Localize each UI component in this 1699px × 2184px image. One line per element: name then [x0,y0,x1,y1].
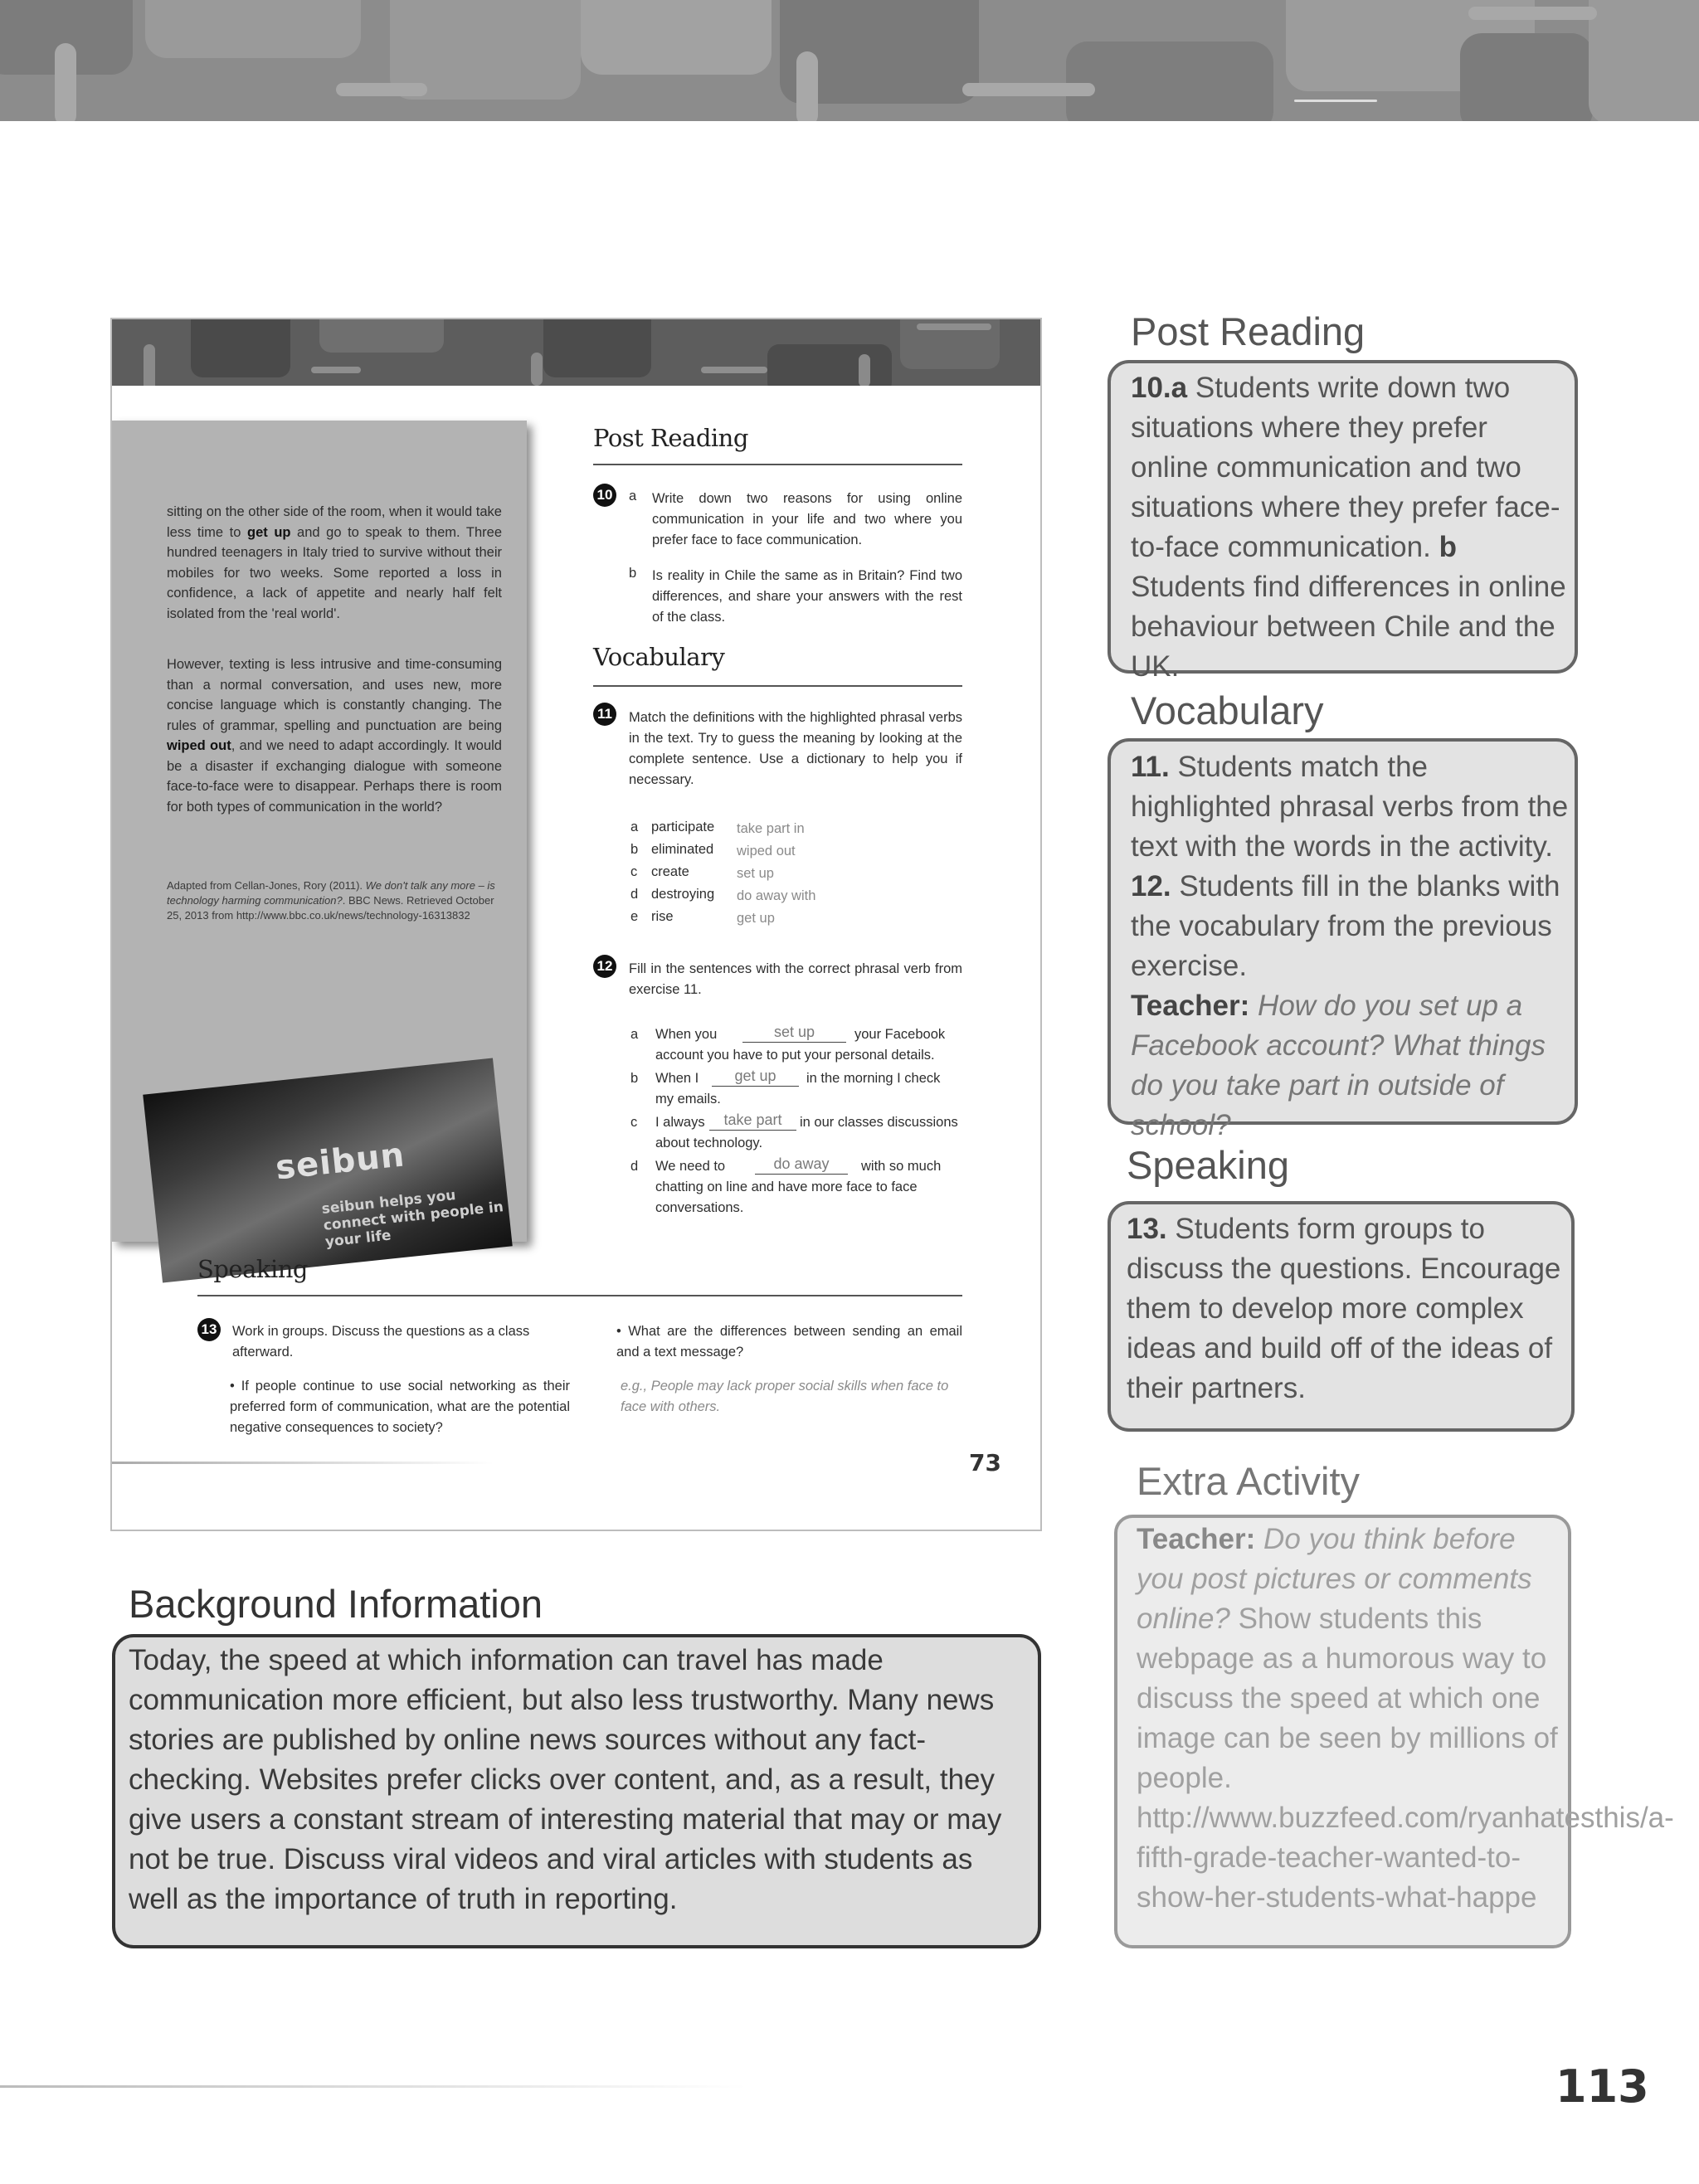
match-answer: wiped out [737,844,796,859]
vocabulary-note [1131,747,1570,1146]
article-text: , and we need to adapt accordingly. It would be a disaster if exchanging dialogue with someone face-to-face were to disappear. Perhaps there is room for both types of communication in the world? [167,738,502,815]
article-panel [112,421,527,1251]
match-letter: a [630,820,639,834]
post-reading-b: Is reality in Chile the same as in Britain? Find two differences, and share your answers with the rest of the class. [652,568,962,625]
match-word: rise [651,909,674,924]
book-heading-vocabulary: Vocabulary [593,643,725,671]
note-text: Students fill in the blanks with the vocabulary from the previous exercise. [1131,870,1560,982]
note-heading-extra-activity: Extra Activity [1137,1459,1361,1503]
fill-blank: get up [712,1067,799,1087]
match-word: eliminated [651,842,714,857]
book-heading-speaking: Speaking [197,1255,308,1283]
background-info-text: Today, the speed at which information can travel has made communication more efficient, but also less trustworthy. Many news stories are published by online news sources without any fact-checking. Websites prefer clicks over content, and, as a result, they give users a constant stream of interesting material that may or may not be true. Discuss viral videos and viral articles with students as well as the importance of truth in reporting. [129,1644,1002,1915]
note-heading-vocabulary: Vocabulary [1131,688,1324,732]
note-text: Students write down two situations where they prefer online communication and two situations where they prefer face-to-face communication. [1131,372,1560,563]
fill-blank: do away [755,1155,848,1175]
fill-text: with so much [861,1159,942,1174]
exercise-number-13: 13 [197,1318,221,1341]
note-number: 11. [1131,751,1170,783]
article-text: However, texting is less intrusive and time-consuming than a normal conversation, and uses new, more concise language which is constantly changing. The rules of grammar, spelling and punctuation are being [167,657,502,733]
textbook-page [110,318,1042,1531]
match-letter: d [630,887,639,902]
source-text: . BBC News. Retrieved October 25, 2013 from http://www.bbc.co.uk/news/technology-16313832 [167,894,494,922]
note-number: 12. [1131,870,1171,902]
post-reading-a: Write down two reasons for using online communication in your life and two where you prefer face to face communication. [652,491,962,547]
teacher-label: Teacher: [1131,990,1250,1022]
match-letter: b [630,842,639,857]
fill-text: about technology. [655,1136,763,1150]
book-heading-post-reading: Post Reading [593,424,748,452]
match-word: create [651,864,689,879]
fill-blank: set up [742,1023,846,1043]
fill-letter: a [630,1027,639,1042]
exercise-number-12: 12 [593,955,616,978]
photo-logo-text: seibun [273,1136,407,1188]
phrasal-verb-wiped-out: wiped out [167,738,231,753]
teacher-question: Do you think before you post pictures or comments online? [1137,1523,1532,1635]
fill-blank: take part [709,1111,796,1131]
article-text: and go to speak to them. Three hundred teenagers in Italy tried to survive without their mobiles for two weeks. Some reported a loss in confidence, a lack of appetite and nearly half felt isolated from the 'real world'. [167,524,502,621]
speaking-example: e.g., People may lack proper social skills when face to face with others. [621,1379,949,1414]
article-paragraph-1 [167,502,502,624]
match-answer: take part in [737,821,805,836]
exercise-11-instructions: Match the definitions with the highlighted phrasal verbs in the text. Try to guess the meaning by looking at the complete sentence. Use a dictionary to help you if necessary. [629,710,962,787]
note-letter: b [1439,531,1457,563]
heading-rule [197,1295,962,1296]
fill-letter: c [630,1115,638,1130]
exercise-number-11: 11 [593,703,616,726]
source-text: Adapted from Cellan-Jones, Rory (2011). [167,879,366,892]
match-answer: get up [737,911,775,926]
fill-text: I always [655,1115,705,1130]
article-text: sitting on the other side of the room, when it would take less time to [167,504,502,540]
top-banner [0,0,1699,121]
screenshot-photo [143,1058,513,1282]
fill-text: account you have to put your personal details. [655,1048,935,1063]
fill-text: in the morning I check [806,1071,941,1086]
footer-rule [0,2085,747,2088]
fill-text: chatting on line and have more face to face [655,1180,918,1194]
speaking-intro: Work in groups. Discuss the questions as a class afterward. [232,1324,530,1360]
fill-letter: b [630,1071,639,1086]
note-heading-background: Background Information [129,1582,543,1626]
note-text: Students match the highlighted phrasal verbs from the text with the words in the activity. [1131,751,1569,863]
fill-text: We need to [655,1159,726,1174]
post-reading-note [1131,368,1570,687]
fill-text: your Facebook [854,1027,946,1042]
textbook-page-number: 73 [969,1449,1001,1476]
extra-activity-note [1137,1520,1674,1918]
item-letter: b [629,566,637,581]
note-number: 13. [1127,1213,1167,1245]
note-text: Students find differences in online behaviour between Chile and the UK. [1131,571,1566,683]
match-word: destroying [651,887,715,902]
heading-rule [593,464,962,465]
phrasal-verb-get-up: get up [247,524,291,540]
article-source [167,878,502,923]
match-letter: e [630,909,639,924]
note-number: 10. [1131,372,1171,404]
fill-text: in our classes discussions [800,1115,958,1130]
heading-rule [593,685,962,687]
note-heading-post-reading: Post Reading [1131,309,1366,353]
fill-text: When I [655,1071,699,1086]
note-text: Students form groups to discuss the questions. Encourage them to develop more complex ideas and build off of the ideas of their partners. [1127,1213,1561,1404]
article-paragraph-2 [167,654,502,817]
item-letter: a [629,489,637,503]
match-answer: set up [737,866,774,881]
fill-text: When you [655,1027,718,1042]
footer-rule [112,1462,494,1464]
speaking-question-1: • If people continue to use social networking as their preferred form of communication, what are the potential negative consequences to society? [230,1379,570,1435]
textbook-banner [112,319,1040,386]
fill-text: conversations. [655,1200,744,1215]
note-heading-speaking: Speaking [1127,1143,1289,1187]
teacher-question: How do you set up a Facebook account? What things do you take part in outside of school? [1131,990,1546,1141]
source-title: We don't talk any more – is technology harming communication? [167,879,495,907]
exercise-12-instructions: Fill in the sentences with the correct phrasal verb from exercise 11. [629,961,962,997]
note-text: Show students this webpage as a humorous way to discuss the speed at which one image can be seen by millions of people. http://www.buzzfeed.com/ryanhatesthis/a-fifth-grade-teacher-wanted-to-show-her-students-what-happe [1137,1603,1674,1914]
speaking-note [1127,1209,1566,1408]
speaking-question-2: • What are the differences between sending an email and a text message? [616,1324,962,1360]
fill-text: my emails. [655,1092,721,1107]
page-number: 113 [1555,2060,1649,2113]
exercise-number-10: 10 [593,484,616,507]
match-letter: c [630,864,638,879]
fill-letter: d [630,1159,639,1174]
teacher-label: Teacher: [1137,1523,1256,1555]
note-letter: a [1171,372,1188,404]
match-word: participate [651,820,715,834]
match-answer: do away with [737,888,816,903]
photo-tagline: seibun helps you connect with people in your life [320,1187,504,1251]
